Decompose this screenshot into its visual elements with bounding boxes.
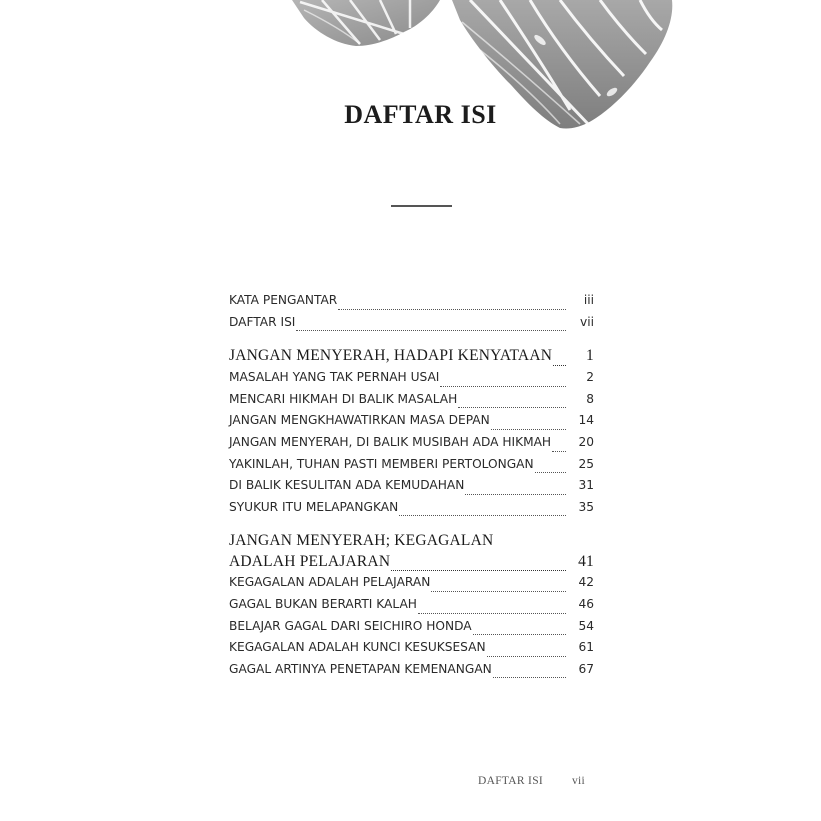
toc-entry-label: DI BALIK KESULITAN ADA KEMUDAHAN	[229, 478, 465, 493]
toc-entry-page: 25	[578, 456, 594, 471]
toc-entry[interactable]	[229, 370, 594, 392]
leaf-left-icon	[292, 0, 440, 46]
chapter-heading[interactable]	[229, 553, 594, 575]
toc-entry-label: KEGAGALAN ADALAH KUNCI KESUKSESAN	[229, 640, 486, 655]
chapter-heading-page: 1	[586, 347, 594, 365]
toc-entry-page: 67	[578, 661, 594, 676]
dot-leader	[431, 591, 566, 592]
toc-entry[interactable]	[229, 575, 594, 597]
toc-entry[interactable]	[229, 413, 594, 435]
toc-entry-page: 54	[578, 618, 594, 633]
toc-entry-page: 20	[578, 434, 594, 449]
dot-leader	[440, 386, 566, 387]
toc-entry-label: MENCARI HIKMAH DI BALIK MASALAH	[229, 391, 458, 406]
toc-entry-label: MASALAH YANG TAK PERNAH USAI	[229, 370, 440, 385]
dot-leader	[553, 365, 566, 366]
toc-entry-label: GAGAL BUKAN BERARTI KALAH	[229, 596, 417, 611]
toc-entry-label: KEGAGALAN ADALAH PELAJARAN	[229, 575, 431, 590]
toc-entry-page: 31	[578, 478, 594, 493]
dot-leader	[338, 309, 566, 310]
toc-entry-page: 61	[578, 640, 594, 655]
dot-leader	[487, 656, 566, 657]
toc-entry-page: iii	[583, 293, 594, 307]
toc-entry[interactable]	[229, 315, 594, 337]
toc-entry-page: 35	[578, 499, 594, 514]
toc-entry-page: 42	[578, 575, 594, 590]
page-number: vii	[572, 775, 586, 787]
toc-entry-label: SYUKUR ITU MELAPANGKAN	[229, 499, 399, 514]
toc-entry[interactable]	[229, 597, 594, 619]
dot-leader	[458, 407, 566, 408]
running-title: DAFTAR ISI	[478, 775, 544, 787]
dot-leader	[399, 515, 566, 516]
toc-entry[interactable]	[229, 435, 594, 457]
dot-leader	[552, 451, 566, 452]
dot-leader	[296, 330, 566, 331]
toc-entry-label: JANGAN MENGKHAWATIRKAN MASA DEPAN	[229, 413, 490, 428]
toc-entry-label: KATA PENGANTAR	[229, 293, 338, 307]
toc-entry-label: DAFTAR ISI	[229, 314, 296, 329]
dot-leader	[491, 429, 566, 430]
toc-entry-page: 46	[578, 596, 594, 611]
chapter-heading-label: ADALAH PELAJARAN	[229, 553, 391, 571]
toc-entry[interactable]	[229, 457, 594, 479]
dot-leader	[391, 570, 566, 571]
toc-entry-page: 2	[586, 370, 594, 385]
dot-leader	[418, 613, 566, 614]
toc-entry[interactable]	[229, 500, 594, 522]
toc-entry[interactable]	[229, 640, 594, 662]
table-of-contents	[229, 293, 594, 683]
toc-entry[interactable]	[229, 293, 594, 315]
chapter-heading-page: 41	[578, 553, 594, 571]
page-title: DAFTAR ISI	[344, 100, 497, 129]
title-divider	[391, 205, 452, 207]
chapter-heading-line1[interactable]: JANGAN MENYERAH; KEGAGALAN	[229, 532, 494, 550]
toc-entry[interactable]	[229, 392, 594, 414]
toc-entry-page: vii	[580, 314, 594, 329]
toc-entry-label: GAGAL ARTINYA PENETAPAN KEMENANGAN	[229, 661, 492, 676]
toc-entry[interactable]	[229, 478, 594, 500]
chapter-heading-label: JANGAN MENYERAH, HADAPI KENYATAAN	[229, 347, 553, 365]
toc-entry-label: YAKINLAH, TUHAN PASTI MEMBERI PERTOLONGAN	[229, 456, 534, 471]
toc-entry-label: JANGAN MENYERAH, DI BALIK MUSIBAH ADA HIKMAH	[229, 434, 552, 449]
monstera-leaves-decoration	[0, 0, 821, 160]
toc-entry-page: 14	[578, 413, 594, 428]
toc-entry-label: BELAJAR GAGAL DARI SEICHIRO HONDA	[229, 618, 472, 633]
dot-leader	[493, 677, 566, 678]
dot-leader	[465, 494, 566, 495]
toc-entry[interactable]	[229, 662, 594, 684]
toc-entry[interactable]	[229, 619, 594, 641]
chapter-heading[interactable]	[229, 347, 594, 370]
toc-entry-page: 8	[586, 391, 594, 406]
dot-leader	[473, 634, 566, 635]
dot-leader	[535, 472, 566, 473]
